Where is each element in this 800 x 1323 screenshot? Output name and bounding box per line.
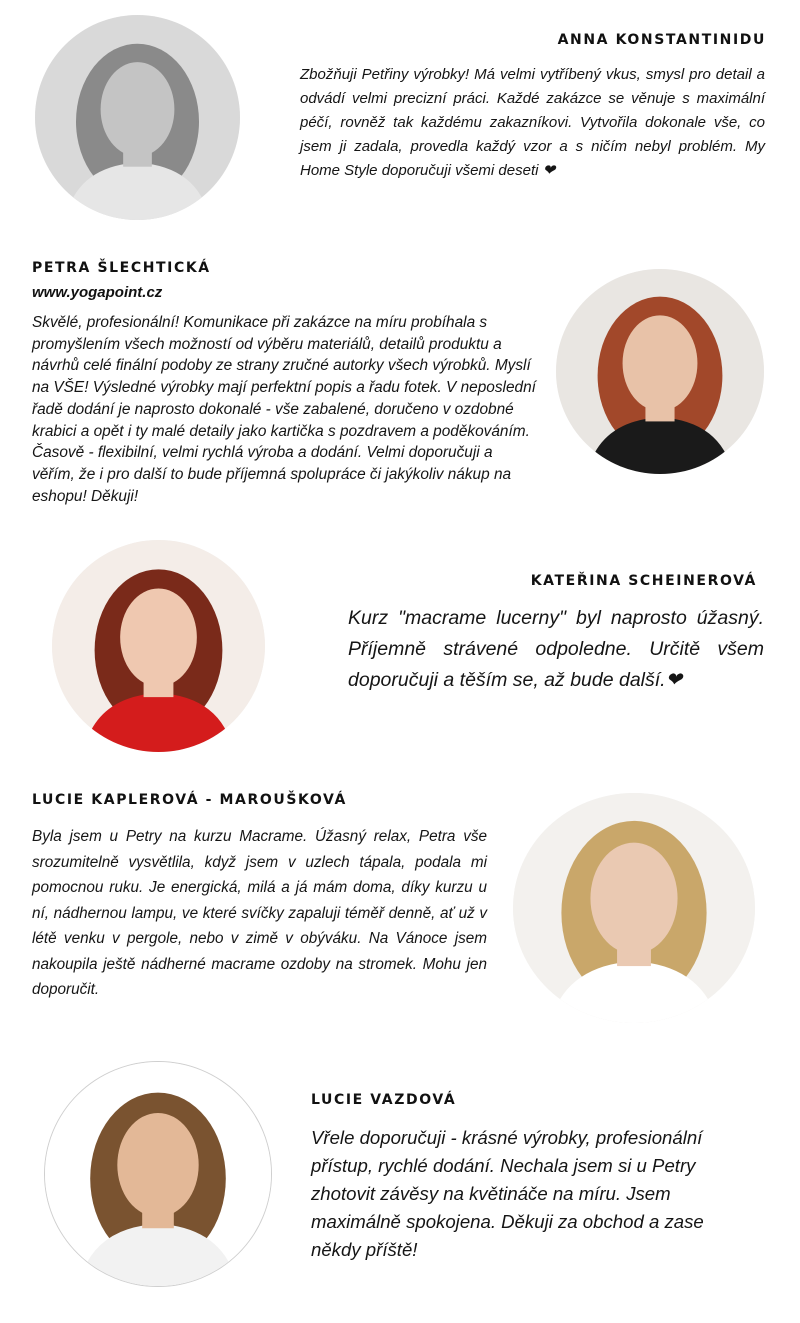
review-text-lucie-vazdova: Vřele doporučuji - krásné výrobky, profesionální přístup, rychlé dodání. Nechala jsem si u Petry zhotovit závěsy na květináče na míru. Jsem maximálně spokojena. Děkuji za obchod a zase někdy příště! — [311, 1127, 704, 1260]
reviewer-name-lucie-vazdova: LUCIE VAZDOVÁ — [311, 1092, 457, 1108]
portrait-face — [120, 588, 197, 686]
portrait-photo — [513, 793, 755, 1023]
avatar-petra-slechticka — [556, 269, 764, 474]
portrait-face — [623, 315, 698, 411]
review-text-anna: Zbožňuji Petřiny výrobky! Má velmi vytříbený vkus, smysl pro detail a odvádí velmi precizní práci. Každé zakázce se věnuje s maximální péčí, rovněž tak každému zakazníkovi. Vytvořila dokonale vše, co jsem ji zadala, provedla každý vzor a s ničím nebyl problém. My Home Style doporučuji všemi deseti ❤ — [300, 66, 765, 179]
portrait-photo — [556, 269, 764, 474]
reviewer-website-link[interactable]: www.yogapoint.cz — [32, 284, 163, 301]
portrait-photo — [52, 540, 265, 752]
portrait-face — [117, 1113, 198, 1217]
portrait-face — [590, 843, 677, 954]
reviewer-name-katerina: KATEŘINA SCHEINEROVÁ — [530, 573, 757, 589]
review-text-lucie-kaplerova: Byla jsem u Petry na kurzu Macrame. Úžasný relax, Petra vše srozumitelně vysvětlila, když jsem v uzlech tápala, podala mi pomocnou ruku. Je energická, milá a já mám doma, díky kurzu u ní, nádhernou lampu, ve které svíčky zapaluji téměř denně, ať už v létě venku v pergole, nebo v zimě v obýváku. Na Vánoce jsem nakoupila ještě nádherné macrame ozdoby na stromek. Mohu jen doporučit. — [32, 828, 487, 998]
review-text-petra: Skvělé, profesionální! Komunikace při zakázce na míru probíhala s promyšlením všech možností od výběru materiálů, detailů produktu a návrhů celé finální podoby ze strany zručné autorky všech výrobků. Myslí na VŠE! Výsledné výrobky mají perfektní popis a řadu fotek. V neposlední řadě dodání je naprosto dokonalé - vše zabalené, doručeno v ozdobné krabici a opět i ty malé detaily jako kartička s pozdravem a poděkováním. Časově - flexibilní, velmi rychlá výroba a dodání. Velmi doporučuji a věřím, že i pro další to bude příjemná spolupráce či jakýkoliv nákup na eshopu! Děkuji! — [32, 314, 536, 505]
avatar-lucie-kaplerova — [513, 793, 755, 1023]
portrait-face — [101, 62, 175, 156]
avatar-katerina-scheinerova — [52, 540, 265, 752]
reviewer-name-anna: ANNA KONSTANTINIDU — [557, 32, 766, 48]
reviewer-name-petra: PETRA ŠLECHTICKÁ — [32, 260, 211, 276]
review-text-katerina: Kurz "macrame lucerny" byl naprosto úžasný. Příjemně strávené odpoledne. Určitě všem doporučuji a těším se, až bude další.❤ — [348, 607, 764, 691]
avatar-lucie-vazdova — [44, 1061, 272, 1287]
reviewer-name-lucie-kaplerova: LUCIE KAPLEROVÁ - MAROUŠKOVÁ — [32, 792, 347, 808]
avatar-anna-konstantinidu — [35, 15, 240, 220]
portrait-photo — [35, 15, 240, 220]
portrait-photo — [45, 1062, 271, 1286]
